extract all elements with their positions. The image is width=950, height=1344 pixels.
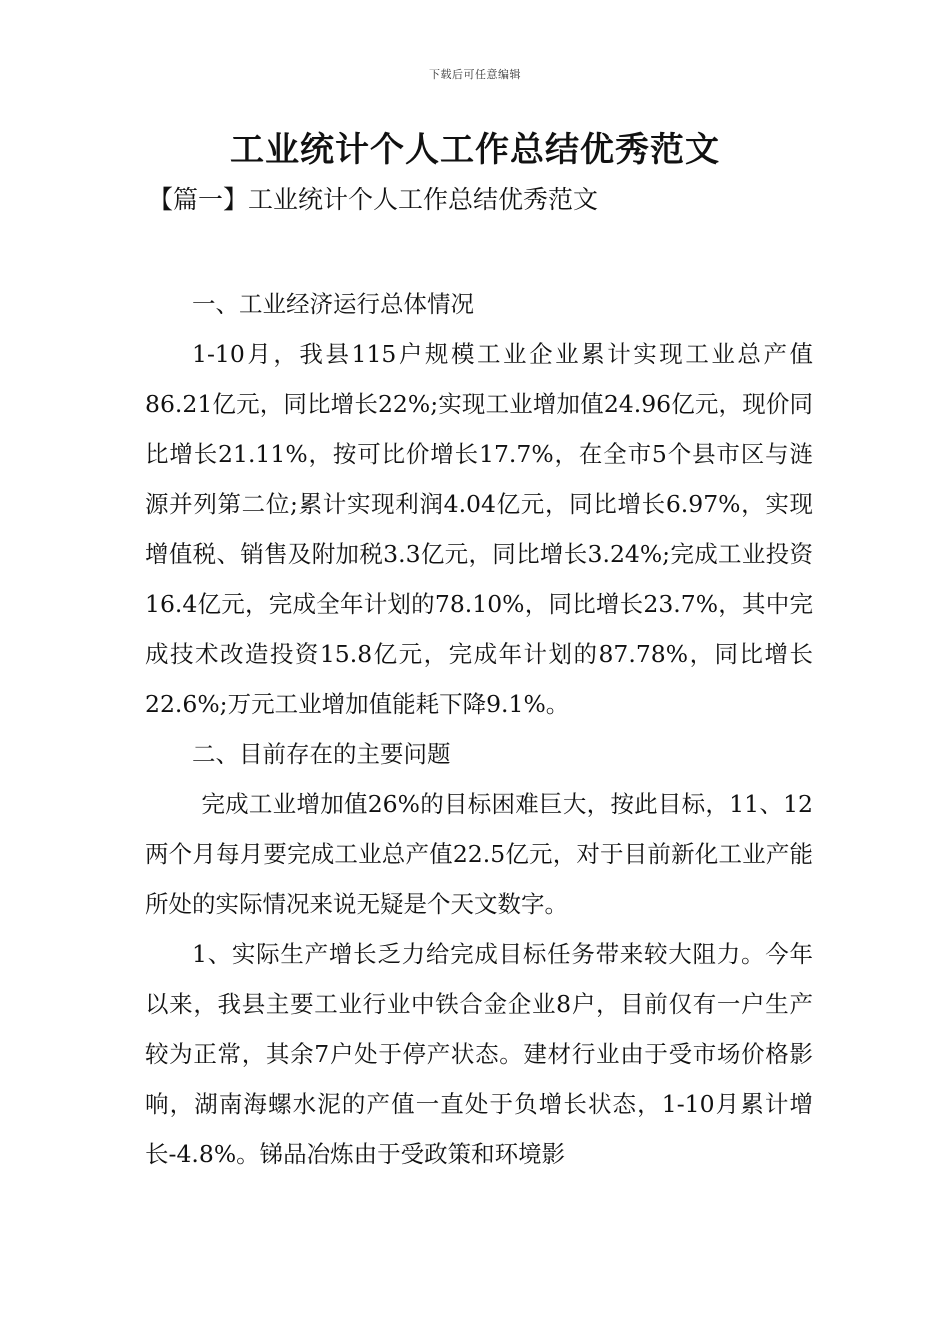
section-heading-2: 二、目前存在的主要问题 [192,740,451,768]
header-note: 下载后可任意编辑 [429,68,521,81]
document-subtitle: 【篇一】工业统计个人工作总结优秀范文 [148,185,599,214]
paragraph-1: 1-10月，我县115户规模工业企业累计实现工业总产值86.21亿元，同比增长22%;实现工业增加值24.96亿元，现价同比增长21.11%，按可比价增长17.7%，在全市5个县市区与涟源并列第二位;累计实现利润4.04亿元，同比增长6.97%，实现增值税、销售及附加税3.3亿元，同比增长3.24%;完成工业投资16.4亿元，完成全年计划的78.10%，同比增长23.7%，其中完成技术改造投资15.8亿元，完成年计划的87.78%，同比增长22.6%;万元工业增加值能耗下降9.1%。 [145,340,813,718]
document-body [145,279,813,1179]
document-title: 工业统计个人工作总结优秀范文 [230,130,720,170]
section-heading-1: 一、工业经济运行总体情况 [192,290,474,318]
paragraph-2: 完成工业增加值26%的目标困难巨大，按此目标，11、12两个月每月要完成工业总产值22.5亿元，对于目前新化工业产能所处的实际情况来说无疑是个天文数字。 [145,790,813,918]
paragraph-3: 1、实际生产增长乏力给完成目标任务带来较大阻力。今年以来，我县主要工业行业中铁合金企业8户，目前仅有一户生产较为正常，其余7户处于停产状态。建材行业由于受市场价格影响，湖南海螺水泥的产值一直处于负增长状态，1-10月累计增长-4.8%。锑品冶炼由于受政策和环境影 [145,940,813,1168]
